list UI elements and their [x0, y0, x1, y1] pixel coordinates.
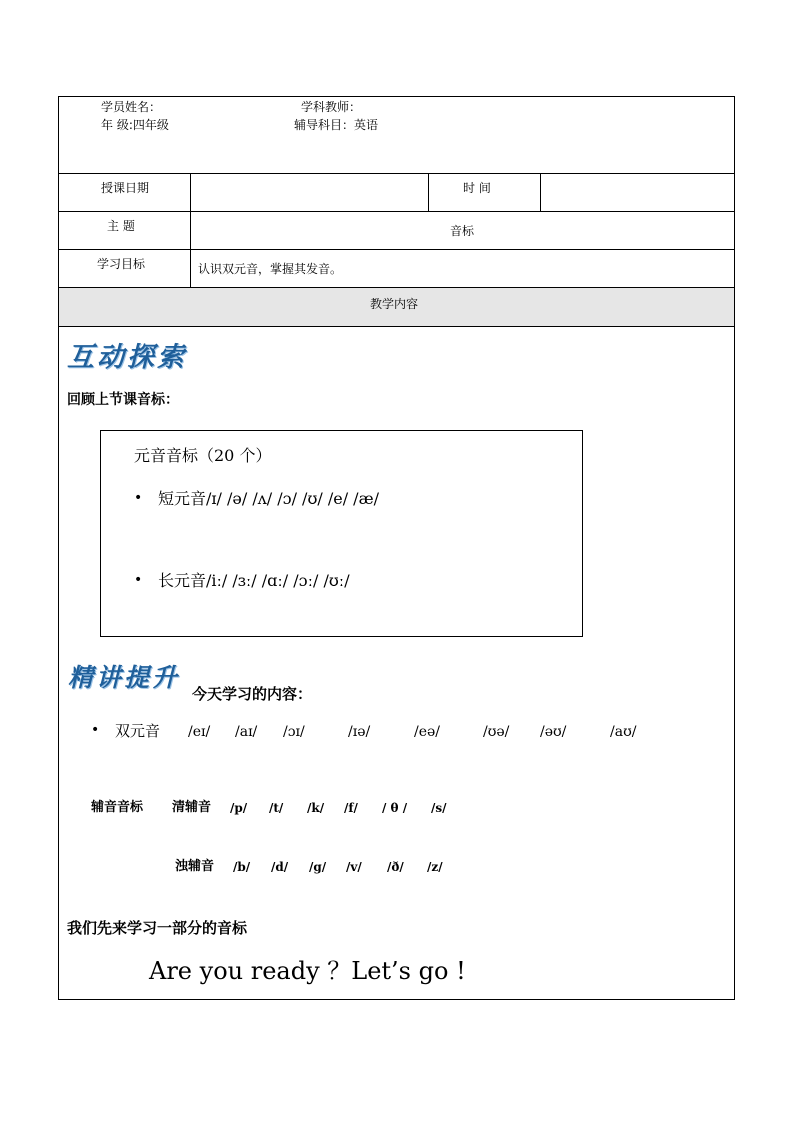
- voiced-item: /b/: [233, 860, 251, 874]
- voiced-item: /z/: [427, 860, 443, 874]
- closing-motto: Are you ready ？Let’s go !: [149, 957, 466, 985]
- lesson-plan-frame: [58, 96, 735, 1000]
- voiced-item: /d/: [271, 860, 289, 874]
- topic-value: 音标: [450, 224, 475, 238]
- closing-intro: 我们先来学习一部分的音标: [67, 919, 248, 937]
- time-label: 时 间: [463, 181, 491, 195]
- divider: [59, 249, 734, 250]
- divider: [59, 173, 734, 174]
- voiced-item: /ð/: [387, 860, 404, 874]
- bullet-icon: •: [91, 722, 100, 738]
- date-label: 授课日期: [101, 181, 150, 195]
- column-divider: [190, 173, 191, 288]
- topic-label: 主 题: [107, 219, 135, 233]
- today-text: 今天学习的内容：: [192, 685, 313, 703]
- divider: [59, 211, 734, 212]
- voiced-item: /v/: [346, 860, 362, 874]
- subject-label: 辅导科目：英语: [294, 118, 379, 132]
- voiceless-item: /k/: [307, 801, 325, 815]
- section-title-explore: 互动探索: [67, 342, 187, 373]
- voiceless-item: /t/: [269, 801, 284, 815]
- diphthong-item: /eɪ/: [188, 724, 211, 740]
- diphthong-item: /eə/: [414, 724, 441, 740]
- diphthong-item: /ɔɪ/: [283, 724, 305, 740]
- goal-value: 认识双元音，掌握其发音。: [198, 262, 343, 276]
- diphthong-item: /aʊ/: [610, 724, 637, 740]
- diphthong-label: 双元音: [115, 722, 161, 740]
- divider: [59, 326, 734, 327]
- voiced-item: /g/: [309, 860, 327, 874]
- voiceless-item: /f/: [344, 801, 358, 815]
- review-text: 回顾上节课音标：: [67, 392, 179, 408]
- voiced-label: 浊辅音: [175, 859, 215, 874]
- content-header: 教学内容: [370, 297, 419, 311]
- column-divider: [540, 173, 541, 211]
- vowel-box: [100, 430, 583, 637]
- teacher-label: 学科教师：: [301, 100, 362, 114]
- consonant-label: 辅音音标: [91, 800, 144, 815]
- diphthong-item: /aɪ/: [235, 724, 258, 740]
- short-vowels: 短元音/ɪ/ /ə/ /ʌ/ /ɔ/ /ʊ/ /e/ /æ/: [158, 489, 380, 508]
- column-divider: [428, 173, 429, 211]
- diphthong-item: /əʊ/: [540, 724, 567, 740]
- voiceless-item: /s/: [431, 801, 447, 815]
- long-vowels: 长元音/iː/ /ɜː/ /ɑː/ /ɔː/ /ʊː/: [158, 571, 350, 590]
- vowel-box-title: 元音音标（20 个）: [134, 446, 272, 465]
- bullet-icon: •: [134, 572, 143, 588]
- goal-label: 学习目标: [97, 257, 146, 271]
- bullet-icon: •: [134, 490, 143, 506]
- voiceless-item: /p/: [230, 801, 248, 815]
- student-name-label: 学员姓名：: [101, 100, 162, 114]
- voiceless-label: 清辅音: [172, 800, 212, 815]
- grade-label: 年 级:四年级: [101, 118, 169, 132]
- diphthong-item: /ɪə/: [348, 724, 371, 740]
- voiceless-item: / θ /: [382, 801, 408, 815]
- section-title-advance: 精讲提升: [68, 663, 181, 692]
- diphthong-item: /ʊə/: [483, 724, 510, 740]
